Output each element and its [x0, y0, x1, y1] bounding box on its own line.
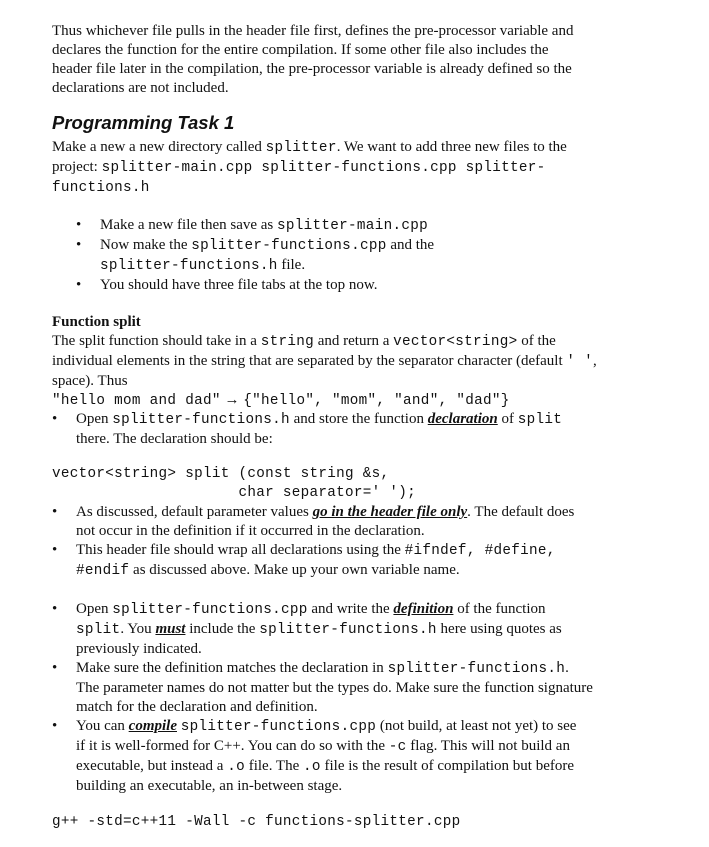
code: .o — [303, 759, 321, 775]
code: string — [260, 334, 314, 350]
text: previously indicated. — [76, 641, 202, 657]
text: . The default does — [467, 504, 575, 520]
code: splitter-functions.h — [259, 622, 437, 638]
split-bullet-list-2 — [52, 503, 676, 581]
bullet: • — [52, 601, 58, 617]
code: vector<string> — [393, 334, 518, 350]
emphasis: declaration — [427, 411, 498, 427]
text: of the function — [453, 601, 546, 617]
code: splitter — [265, 140, 337, 156]
list-item — [52, 600, 676, 659]
intro-paragraph — [52, 22, 652, 98]
text: . We want to add three new files to the — [336, 139, 567, 155]
arrow-icon: → — [220, 392, 244, 408]
emphasis: definition — [393, 601, 454, 617]
text: . You — [120, 621, 156, 637]
split-line: space). Thus — [52, 373, 128, 389]
text: file. — [277, 257, 306, 273]
code: ' ' — [566, 354, 594, 370]
code: functions.h — [52, 180, 150, 196]
task-heading-block — [52, 112, 652, 134]
code-line: char separator=' '); — [52, 485, 417, 501]
text: there. The declaration should be: — [76, 431, 273, 447]
text: flag. This will not build an — [406, 738, 570, 754]
text: The parameter names do not matter but the types do. Make sure the function signature — [76, 680, 593, 696]
bullet: • — [76, 217, 82, 233]
code: splitter-main.cpp — [277, 218, 428, 234]
code: splitter-functions.h — [387, 661, 566, 677]
code: splitter-functions.cpp — [112, 602, 308, 618]
text: Open — [76, 411, 113, 427]
split-bullet-list-3 — [52, 600, 676, 796]
text: building an executable, an in-between stage. — [76, 778, 343, 794]
list-item — [76, 216, 660, 236]
task-bullet-list — [76, 216, 660, 295]
emphasis: go in the header file only — [312, 504, 468, 520]
code: .o — [227, 759, 245, 775]
emphasis: must — [155, 621, 186, 637]
text: project: — [52, 159, 102, 175]
code: #ifndef, #define, — [404, 543, 556, 559]
bullet: • — [52, 504, 58, 520]
code: #endif — [76, 563, 130, 579]
declaration-code-block — [52, 465, 652, 503]
list-item — [52, 410, 676, 449]
list-item — [52, 503, 676, 541]
code: "hello mom and dad" — [52, 393, 221, 409]
code: splitter-functions.h — [100, 258, 278, 274]
split-line — [52, 332, 652, 352]
text: file. The — [244, 758, 303, 774]
text: not occur in the definition if it occurred in the declaration. — [76, 523, 425, 539]
text: Open — [76, 601, 113, 617]
intro-line: declarations are not included. — [52, 80, 229, 96]
text: of — [497, 411, 518, 427]
list-item — [76, 236, 660, 276]
text: As discussed, default parameter values — [76, 504, 313, 520]
code: {"hello", "mom", "and", "dad"} — [243, 393, 510, 409]
bullet: • — [52, 411, 58, 427]
bullet: • — [76, 237, 82, 253]
text: and write the — [307, 601, 394, 617]
code: splitter-functions.cpp — [191, 238, 387, 254]
task-heading: Programming Task 1 — [52, 112, 235, 133]
split-example — [52, 391, 652, 411]
text: file is the result of compilation but before — [320, 758, 575, 774]
text: and the — [386, 237, 435, 253]
text: and store the function — [289, 411, 428, 427]
split-section — [52, 313, 652, 411]
text: The split function should take in a — [52, 333, 261, 349]
text: individual elements in the string that are separated by the separator character (default — [52, 353, 567, 369]
code: -c — [388, 739, 407, 755]
list-item — [52, 541, 676, 581]
text: . — [565, 660, 569, 676]
intro-line: header file later in the compilation, the pre-processor variable is already defined so the — [52, 61, 572, 77]
task-line — [52, 138, 652, 158]
text: of the — [517, 333, 556, 349]
list-item — [52, 717, 676, 796]
text: Make a new a new directory called — [52, 139, 266, 155]
split-bullet-list-1 — [52, 410, 676, 449]
text: Make sure the definition matches the declaration in — [76, 660, 388, 676]
bullet: • — [52, 660, 58, 676]
text: if it is well-formed for C++. You can do so with the — [76, 738, 389, 754]
list-item — [76, 276, 660, 295]
text: executable, but instead a — [76, 758, 228, 774]
text: Now make the — [100, 237, 192, 253]
task-line — [52, 178, 652, 198]
text: Make a new file then save as — [100, 217, 278, 233]
compile-command: g++ -std=c++11 -Wall -c functions-splitter.cpp — [52, 814, 461, 830]
text: match for the declaration and definition. — [76, 699, 318, 715]
text: as discussed above. Make up your own variable name. — [129, 562, 460, 578]
text: , — [593, 353, 597, 369]
code-line: vector<string> split (const string &s, — [52, 466, 390, 482]
text: (not build, at least not yet) to see — [376, 718, 577, 734]
bullet: • — [52, 542, 58, 558]
code: splitter-functions.cpp — [180, 719, 377, 735]
text: and return a — [314, 333, 394, 349]
code: splitter-functions.h — [112, 412, 290, 428]
text: You can — [76, 718, 129, 734]
emphasis: compile — [128, 718, 177, 734]
text: This header file should wrap all declarations using the — [76, 542, 405, 558]
text: here using quotes as — [436, 621, 562, 637]
compile-command-block — [52, 813, 652, 832]
list-item — [52, 659, 676, 717]
intro-line: declares the function for the entire compilation. If some other file also includes the — [52, 42, 549, 58]
intro-line: Thus whichever file pulls in the header file first, defines the pre-processor variable and — [52, 23, 574, 39]
split-line — [52, 352, 652, 372]
split-heading: Function split — [52, 314, 141, 330]
bullet: • — [52, 718, 58, 734]
bullet: • — [76, 277, 82, 293]
code: split — [76, 622, 121, 638]
code: split — [517, 412, 563, 428]
text: You should have three file tabs at the top now. — [100, 277, 378, 293]
code: splitter-main.cpp splitter-functions.cpp splitter- — [101, 160, 546, 176]
text: include the — [185, 621, 260, 637]
task-paragraph — [52, 138, 652, 198]
task-line — [52, 158, 652, 178]
